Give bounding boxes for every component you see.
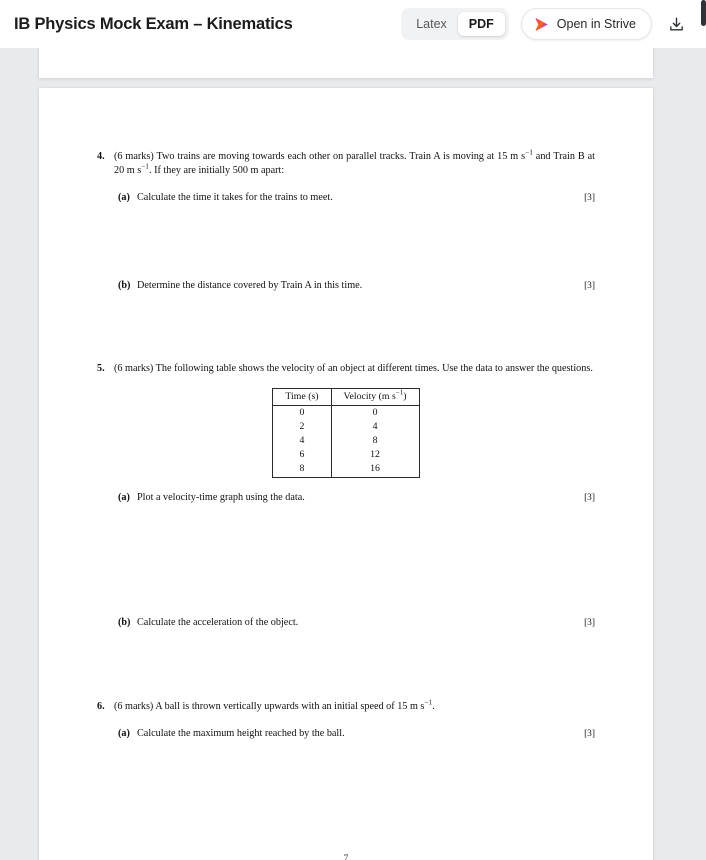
open-in-strive-label: Open in Strive <box>556 17 636 31</box>
question-5b-label: (b) <box>118 616 131 628</box>
question-6-stem-part1: (6 marks) A ball is thrown vertically upwards with an initial speed of 15 m s <box>114 701 425 713</box>
cell-velocity: 16 <box>370 463 380 475</box>
question-5b-text: Calculate the acceleration of the object. <box>137 616 299 628</box>
question-6-stem-text <box>114 700 595 714</box>
question-5b-marks: [3] <box>584 617 595 628</box>
answer-space-4b <box>97 294 595 362</box>
download-button[interactable] <box>662 10 690 38</box>
question-4-stem-text <box>114 147 595 179</box>
question-5a-text: Plot a velocity-time graph using the data. <box>137 492 305 504</box>
table-header-velocity-sup: −1 <box>395 389 404 398</box>
document-page <box>39 88 653 860</box>
question-5-number: 5. <box>97 362 105 374</box>
page-content <box>39 88 653 860</box>
spacer <box>97 179 595 191</box>
cell-time: 6 <box>273 448 331 462</box>
velocity-time-table <box>272 388 419 478</box>
question-5-stem-text: (6 marks) The following table shows the velocity of an object at different times. Use the data to answer the questions. <box>114 362 593 374</box>
cell-time: 2 <box>273 420 331 434</box>
question-4b-label: (b) <box>118 280 131 292</box>
velocity-table-wrapper <box>97 388 595 478</box>
question-4a-marks: [3] <box>584 192 595 203</box>
table-header-velocity <box>331 389 419 406</box>
question-6a-marks: [3] <box>584 728 595 739</box>
question-4-stem-sup2: −1 <box>141 162 149 172</box>
table-row <box>273 434 419 448</box>
table-row <box>273 462 419 478</box>
question-4a-text: Calculate the time it takes for the trains to meet. <box>137 191 333 203</box>
tab-latex[interactable]: Latex <box>416 17 447 31</box>
question-4-stem-part3: . If they are initially 500 m apart: <box>148 165 285 177</box>
question-4-stem-part2: and Train B at 20 m s <box>114 151 595 177</box>
question-4-stem <box>97 147 595 179</box>
strive-play-icon <box>533 16 550 33</box>
question-4 <box>97 147 595 294</box>
question-5a-label: (a) <box>118 492 130 504</box>
question-6-stem-part2: . <box>432 701 435 713</box>
question-4b-marks: [3] <box>584 281 595 292</box>
question-4b <box>97 279 595 293</box>
question-4-stem-part1: (6 marks) Two trains are moving towards each other on parallel tracks. Train A is moving at 15 m s <box>114 151 526 162</box>
table-body <box>273 405 419 478</box>
question-5a <box>97 491 595 505</box>
format-toggle <box>401 8 509 40</box>
cell-time: 4 <box>273 434 331 448</box>
table-header-velocity-close: ) <box>403 391 407 403</box>
question-6a <box>97 727 595 741</box>
answer-space-4a <box>97 205 595 279</box>
table-header-time: Time (s) <box>273 389 331 406</box>
question-5b <box>97 616 595 630</box>
table-row <box>273 405 419 420</box>
question-6a-text: Calculate the maximum height reached by the ball. <box>137 727 345 739</box>
table-header-velocity-text: Velocity (m s <box>343 391 396 403</box>
table-header-row <box>273 389 419 406</box>
question-4-number: 4. <box>97 151 105 162</box>
question-6a-label: (a) <box>118 727 130 739</box>
cell-velocity: 12 <box>370 449 380 461</box>
previous-page-sliver <box>39 48 653 78</box>
page-number: 7 <box>343 854 349 860</box>
question-5-stem <box>97 362 595 376</box>
answer-space-5a <box>97 506 595 616</box>
question-6-number: 6. <box>97 701 105 713</box>
document-viewport[interactable] <box>0 48 706 860</box>
cell-velocity: 4 <box>372 421 378 433</box>
tab-pdf[interactable]: PDF <box>458 12 505 36</box>
question-4b-text: Determine the distance covered by Train A in this time. <box>137 280 363 292</box>
question-6-stem-sup: −1 <box>424 698 433 707</box>
page-title: IB Physics Mock Exam – Kinematics <box>14 14 293 33</box>
vertical-scrollbar-thumb[interactable] <box>701 0 706 26</box>
table-row <box>273 420 419 434</box>
question-4a-label: (a) <box>118 191 130 203</box>
download-icon <box>668 16 685 33</box>
cell-velocity: 0 <box>372 407 378 419</box>
question-5 <box>97 362 595 630</box>
question-4-stem-sup1: −1 <box>525 147 533 157</box>
answer-space-5b <box>97 630 595 700</box>
cell-velocity: 8 <box>372 435 378 447</box>
question-4a <box>97 191 595 205</box>
question-6-stem <box>97 700 595 714</box>
table-head <box>273 389 419 406</box>
question-5a-marks: [3] <box>584 493 595 504</box>
top-toolbar <box>0 0 706 48</box>
cell-time: 8 <box>273 462 331 478</box>
open-in-strive-button[interactable] <box>521 8 652 40</box>
cell-time: 0 <box>273 405 331 420</box>
table-row <box>273 448 419 462</box>
spacer <box>97 715 595 727</box>
question-6 <box>97 700 595 741</box>
spacer <box>97 478 595 491</box>
